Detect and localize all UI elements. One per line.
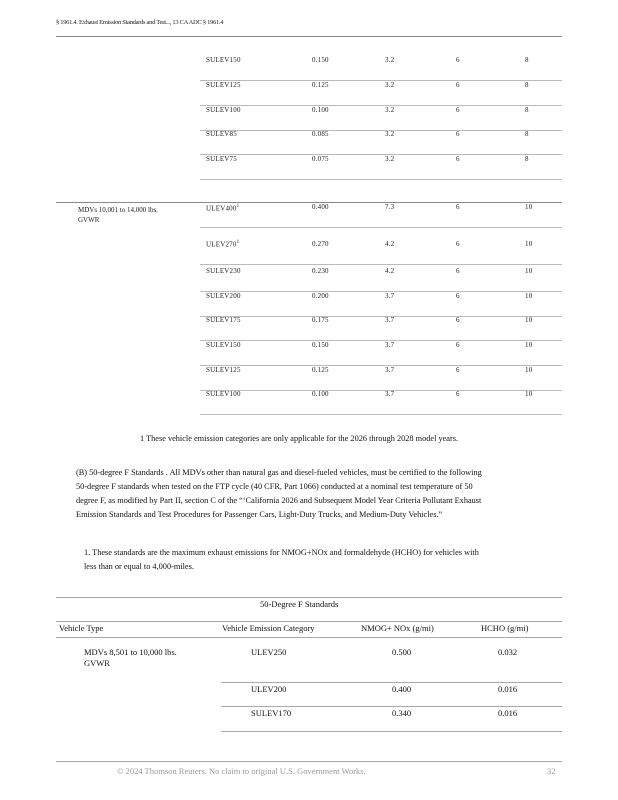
page-number: 32 — [547, 766, 556, 776]
table-row — [200, 106, 562, 131]
table-rule — [221, 682, 562, 683]
table-title: 50-Degree F Standards — [260, 599, 339, 609]
paragraph-line: Emission Standards and Test Procedures for Passenger Cars, Light-Duty Trucks, and Medium-Duty Vehicles.” — [76, 510, 443, 519]
value-cell: 0.150 — [312, 341, 329, 349]
column-header: Vehicle Type — [59, 623, 104, 633]
value-cell: 0.340 — [392, 708, 412, 718]
table-row — [200, 81, 562, 106]
value-cell: 10 — [525, 292, 533, 300]
note-line: less than or equal to 4,000-miles. — [84, 562, 194, 571]
table-row — [200, 366, 562, 391]
column-header: NMOG+ NOx (g/mi) — [361, 623, 434, 633]
table-rule — [221, 706, 562, 707]
value-cell: 3.7 — [385, 366, 395, 374]
paragraph-line: degree F, as modified by Part II, section C of the “‘California 2026 and Subsequent Model Year Criteria Pollutant Exhaust — [76, 496, 482, 505]
value-cell: 8 — [525, 81, 529, 89]
footnote-1: 1 These vehicle emission categories are only applicable for the 2026 through 2028 model years. — [140, 434, 459, 443]
category-cell: SULEV100 — [206, 390, 241, 398]
value-cell: 7.3 — [385, 203, 395, 211]
category-cell: SULEV170 — [251, 708, 292, 718]
value-cell: 3.2 — [385, 106, 395, 114]
value-cell: 6 — [456, 316, 460, 324]
value-cell: 10 — [525, 267, 533, 275]
value-cell: 8 — [525, 155, 529, 163]
value-cell: 6 — [456, 130, 460, 138]
value-cell: 8 — [525, 106, 529, 114]
value-cell: 0.500 — [392, 647, 412, 657]
category-cell: SULEV125 — [206, 366, 241, 374]
category-cell: ULEV250 — [251, 647, 287, 657]
value-cell: 10 — [525, 341, 533, 349]
table-row — [200, 240, 562, 265]
value-cell: 6 — [456, 203, 460, 211]
value-cell: 6 — [456, 56, 460, 64]
category-cell: $ULEV400^1$ — [206, 204, 240, 213]
value-cell: 0.175 — [312, 316, 329, 324]
value-cell: 6 — [456, 366, 460, 374]
table-row — [200, 316, 562, 341]
table-rule — [221, 731, 562, 732]
category-cell: SULEV125 — [206, 81, 241, 89]
table-row — [200, 56, 562, 81]
table-row — [200, 341, 562, 366]
value-cell: 0.016 — [498, 708, 518, 718]
note-line: 1. These standards are the maximum exhaust emissions for NMOG+NOx and formaldehyde (HCHO) for vehicles with — [84, 548, 479, 557]
value-cell: 4.2 — [385, 240, 395, 248]
value-cell: 10 — [525, 316, 533, 324]
table-row — [200, 267, 562, 292]
value-cell: 6 — [456, 106, 460, 114]
value-cell: 0.270 — [312, 240, 329, 248]
copyright-notice: © 2024 Thomson Reuters. No claim to original U.S. Government Works. — [117, 766, 366, 776]
value-cell: 0.032 — [498, 647, 518, 657]
category-cell: SULEV85 — [206, 130, 237, 138]
value-cell: 6 — [456, 341, 460, 349]
value-cell: 3.2 — [385, 56, 395, 64]
value-cell: 0.230 — [312, 267, 329, 275]
column-header: Vehicle Emission Category — [222, 623, 315, 633]
category-cell: SULEV175 — [206, 316, 241, 324]
category-cell: SULEV75 — [206, 155, 237, 163]
value-cell: 6 — [456, 292, 460, 300]
category-cell: SULEV100 — [206, 106, 241, 114]
category-cell: SULEV200 — [206, 292, 241, 300]
value-cell: 0.100 — [312, 106, 329, 114]
column-header: HCHO (g/mi) — [481, 623, 529, 633]
value-cell: 3.7 — [385, 292, 395, 300]
value-cell: 6 — [456, 155, 460, 163]
value-cell: 10 — [525, 240, 533, 248]
footer-divider — [56, 761, 562, 762]
value-cell: 6 — [456, 240, 460, 248]
value-cell: 8 — [525, 56, 529, 64]
paragraph-line: 50-degree F standards when tested on the FTP cycle (40 CFR, Part 1066) conducted at a nominal test temperature of 50 — [76, 482, 473, 491]
table-rule — [56, 637, 562, 638]
value-cell: 0.125 — [312, 81, 329, 89]
table-rule — [56, 621, 562, 622]
value-cell: 3.7 — [385, 341, 395, 349]
value-cell: 3.2 — [385, 155, 395, 163]
value-cell: 0.125 — [312, 366, 329, 374]
table-row — [200, 292, 562, 317]
value-cell: 0.150 — [312, 56, 329, 64]
category-cell: ULEV200 — [251, 684, 287, 694]
value-cell: 3.2 — [385, 130, 395, 138]
value-cell: 0.016 — [498, 684, 518, 694]
paragraph-line: (B) 50-degree F Standards . All MDVs other than natural gas and diesel-fueled vehicles, must be certified to the following — [76, 468, 482, 477]
value-cell: 6 — [456, 267, 460, 275]
value-cell: 0.400 — [312, 203, 329, 211]
group-label-text: MDVs 10,001 to 14,000 lbs. GVWR — [78, 206, 158, 224]
vehicle-group-label — [78, 205, 168, 225]
table-row — [200, 390, 562, 415]
value-cell: 10 — [525, 390, 533, 398]
value-cell: 10 — [525, 366, 533, 374]
value-cell: 8 — [525, 130, 529, 138]
table-top-rule — [56, 597, 562, 598]
category-cell: $ULEV270^1$ — [206, 240, 240, 249]
category-cell: SULEV150 — [206, 341, 241, 349]
running-header: § 1961.4. Exhaust Emission Standards and Test..., 13 CA ADC § 1961.4 — [56, 19, 224, 26]
header-divider — [56, 36, 562, 37]
category-cell: SULEV150 — [206, 56, 241, 64]
table-row — [200, 155, 562, 180]
value-cell: 0.400 — [392, 684, 412, 694]
value-cell: 6 — [456, 390, 460, 398]
table-row — [200, 130, 562, 155]
value-cell: 0.085 — [312, 130, 329, 138]
value-cell: 0.200 — [312, 292, 329, 300]
value-cell: 3.7 — [385, 316, 395, 324]
category-cell: SULEV230 — [206, 267, 241, 275]
value-cell: 10 — [525, 203, 533, 211]
vehicle-type-cell: MDVs 8,501 to 10,000 lbs. GVWR — [84, 647, 177, 668]
value-cell: 3.2 — [385, 81, 395, 89]
table-row — [200, 203, 562, 228]
value-cell: 0.075 — [312, 155, 329, 163]
value-cell: 4.2 — [385, 267, 395, 275]
value-cell: 0.100 — [312, 390, 329, 398]
value-cell: 6 — [456, 81, 460, 89]
value-cell: 3.7 — [385, 390, 395, 398]
